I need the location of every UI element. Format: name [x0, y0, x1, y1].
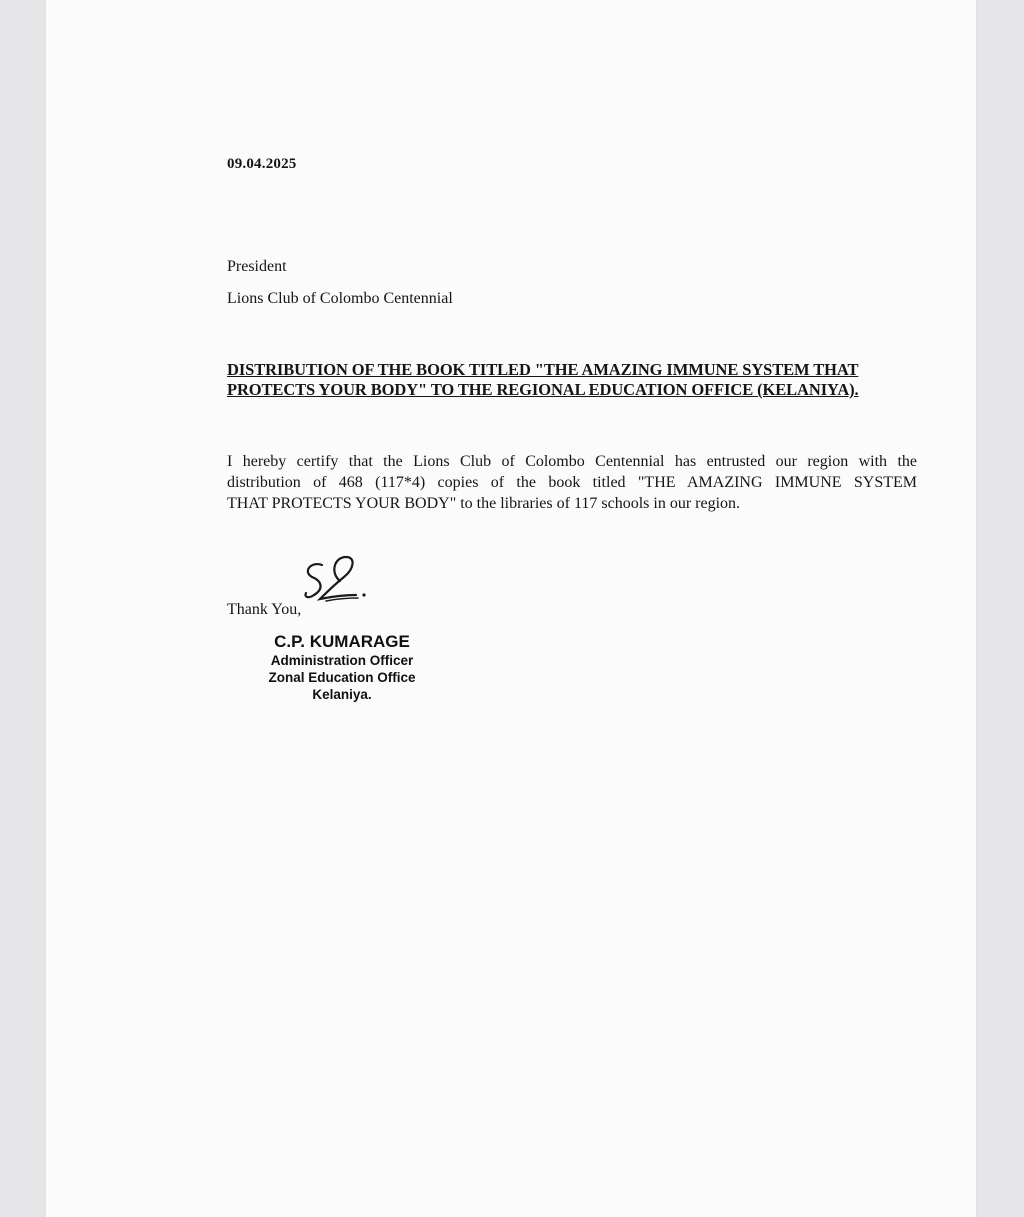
signatory-name: C.P. KUMARAGE	[274, 632, 410, 651]
letter-subject	[227, 360, 917, 400]
letter-page	[46, 0, 976, 1217]
body-line: THAT PROTECTS YOUR BODY" to the libraries of 117 schools in our region.	[227, 495, 741, 512]
letter-date: 09.04.2025	[227, 156, 297, 172]
signatory-office: Zonal Education Office	[268, 670, 416, 685]
subject-line: DISTRIBUTION OF THE BOOK TITLED "THE AMAZING IMMUNE SYSTEM THAT	[227, 360, 859, 379]
body-line: distribution of 468 (117*4) copies of the book titled "THE AMAZING IMMUNE SYSTEM	[227, 474, 917, 491]
letter-body	[227, 451, 917, 514]
subject-line: PROTECTS YOUR BODY" TO THE REGIONAL EDUCATION OFFICE (KELANIYA).	[227, 380, 859, 399]
signatory-location: Kelaniya.	[312, 687, 372, 702]
body-line: I hereby certify that the Lions Club of Colombo Centennial has entrusted our region with the	[227, 453, 917, 470]
signatory-position: Administration Officer	[270, 653, 414, 668]
official-stamp	[262, 631, 442, 703]
handwritten-signature	[300, 551, 380, 609]
closing-text: Thank You,	[227, 601, 302, 618]
recipient-title: President	[227, 258, 287, 275]
recipient-organization: Lions Club of Colombo Centennial	[227, 290, 453, 307]
